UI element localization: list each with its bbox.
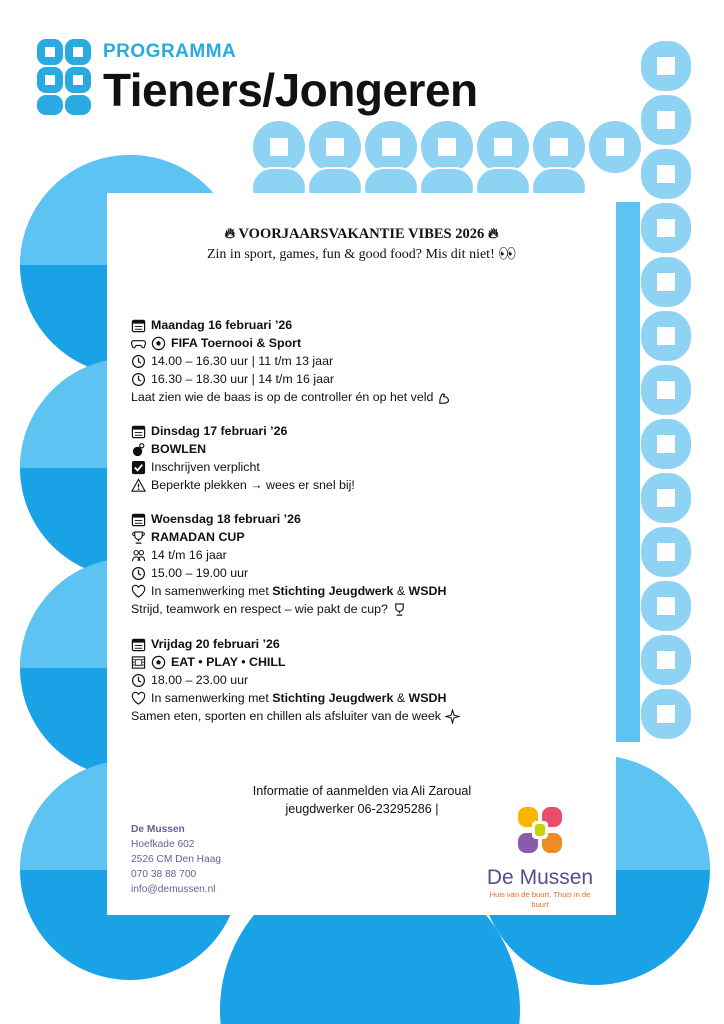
day-time-row — [131, 352, 601, 370]
day-time-row — [131, 370, 601, 388]
calendar-icon — [131, 424, 146, 439]
partner-amp: & — [393, 584, 409, 598]
day-detail: 14 t/m 16 jaar — [151, 548, 227, 562]
partner-prefix: In samenwerking met — [151, 584, 273, 598]
day-detail-row — [131, 458, 601, 476]
partner-amp: & — [393, 691, 409, 705]
day-title: BOWLEN — [151, 442, 207, 456]
calendar-icon — [131, 318, 146, 333]
trophy-icon — [392, 602, 407, 617]
clock-icon — [131, 566, 146, 581]
handshake-heart-icon — [131, 691, 146, 706]
day-title: FIFA Toernooi & Sport — [171, 336, 302, 350]
soccer-ball-icon — [151, 655, 166, 670]
page-header — [103, 40, 478, 116]
contact-info — [247, 782, 477, 818]
logo-mark-icon — [514, 805, 566, 857]
day-detail-row — [131, 476, 601, 494]
handshake-heart-icon — [131, 584, 146, 599]
day-description: Laat zien wie de baas is op de controller én op het veld — [131, 390, 434, 404]
day-date-row — [131, 316, 601, 334]
gamepad-icon — [131, 336, 146, 351]
people-icon — [131, 548, 146, 563]
day-partner-row — [131, 689, 601, 707]
day-date-row — [131, 635, 601, 653]
day-friday — [131, 635, 601, 725]
fire-icon: 🔥︎ — [224, 226, 236, 242]
day-monday — [131, 316, 601, 406]
day-description-row — [131, 388, 601, 406]
partner-org: Stichting Jeugdwerk — [272, 691, 394, 705]
day-detail: 14.00 – 16.30 uur | 11 t/m 13 jaar — [151, 354, 334, 368]
day-description-row — [131, 600, 601, 618]
day-date: Dinsdag 17 februari ’26 — [151, 424, 288, 438]
soccer-ball-icon — [151, 336, 166, 351]
warning-icon — [131, 478, 146, 493]
day-description: Samen eten, sporten en chillen als afsluiter van de week — [131, 709, 441, 723]
partner-org-2: WSDH — [408, 691, 447, 705]
address-street: Hoefkade 602 — [131, 839, 195, 850]
bowling-icon — [131, 442, 146, 457]
calendar-icon — [131, 637, 146, 652]
fire-icon: 🔥︎ — [487, 226, 499, 242]
logo-name: De Mussen — [486, 866, 594, 889]
day-date: Woensdag 18 februari ’26 — [151, 512, 301, 526]
tile-top-left — [36, 38, 92, 116]
sparkle-icon — [445, 709, 460, 724]
day-time-row — [131, 564, 601, 582]
eyes-icon: 👀︎ — [498, 247, 517, 262]
day-partner-row — [131, 582, 601, 600]
calendar-icon — [131, 512, 146, 527]
partner-prefix: In samenwerking met — [151, 691, 273, 705]
subline-text: Zin in sport, games, fun & good food? Mis dit niet! — [206, 247, 495, 262]
flexed-biceps-icon — [437, 390, 452, 405]
day-detail-row — [131, 546, 601, 564]
headline — [107, 226, 616, 243]
contact-line: Informatie of aanmelden via Ali Zaroual — [252, 784, 472, 798]
day-detail: 16.30 – 18.30 uur | 14 t/m 16 jaar — [151, 372, 335, 386]
day-title-row — [131, 334, 601, 352]
day-title-row — [131, 440, 601, 458]
clock-icon — [131, 673, 146, 688]
day-detail: 18.00 – 23.00 uur — [151, 673, 249, 687]
headline-text: VOORJAARSVAKANTIE VIBES 2026 — [238, 226, 485, 242]
logo-tagline: Huis van de buurt, Thuis in de buurt — [489, 890, 591, 909]
header-kicker: PROGRAMMA — [103, 41, 237, 62]
address-email: info@demussen.nl — [131, 884, 216, 895]
address-city: 2526 CM Den Haag — [131, 854, 222, 865]
de-mussen-logo — [480, 805, 600, 910]
day-wednesday — [131, 510, 601, 618]
day-time-row — [131, 671, 601, 689]
day-description: Strijd, teamwork en respect – wie pakt de cup? — [131, 602, 388, 616]
day-description-row — [131, 707, 601, 725]
day-date-row — [131, 422, 601, 440]
day-date: Vrijdag 20 februari ’26 — [151, 637, 280, 651]
page-title: Tieners/Jongeren — [103, 64, 478, 116]
program-sheet — [107, 193, 616, 915]
day-tuesday — [131, 422, 601, 494]
film-icon — [131, 655, 146, 670]
day-title-row — [131, 528, 601, 546]
contact-line: jeugdwerker 06-23295286 | — [285, 802, 439, 816]
day-title-row — [131, 653, 601, 671]
day-title: EAT • PLAY • CHILL — [171, 655, 286, 669]
partner-org: Stichting Jeugdwerk — [272, 584, 394, 598]
trophy-icon — [131, 530, 146, 545]
clock-icon — [131, 372, 146, 387]
day-title: RAMADAN CUP — [151, 530, 245, 544]
day-detail: 15.00 – 19.00 uur — [151, 566, 249, 580]
clock-icon — [131, 354, 146, 369]
address-org: De Mussen — [131, 824, 185, 835]
address-block — [131, 822, 221, 897]
subline — [107, 246, 616, 263]
day-date-row — [131, 510, 601, 528]
day-date: Maandag 16 februari ’26 — [151, 318, 293, 332]
address-phone: 070 38 88 700 — [131, 869, 197, 880]
day-detail: Inschrijven verplicht — [151, 460, 260, 474]
day-detail: Beperkte plekken → wees er snel bij! — [151, 478, 355, 492]
partner-org-2: WSDH — [408, 584, 447, 598]
checkbox-checked-icon — [131, 460, 146, 475]
